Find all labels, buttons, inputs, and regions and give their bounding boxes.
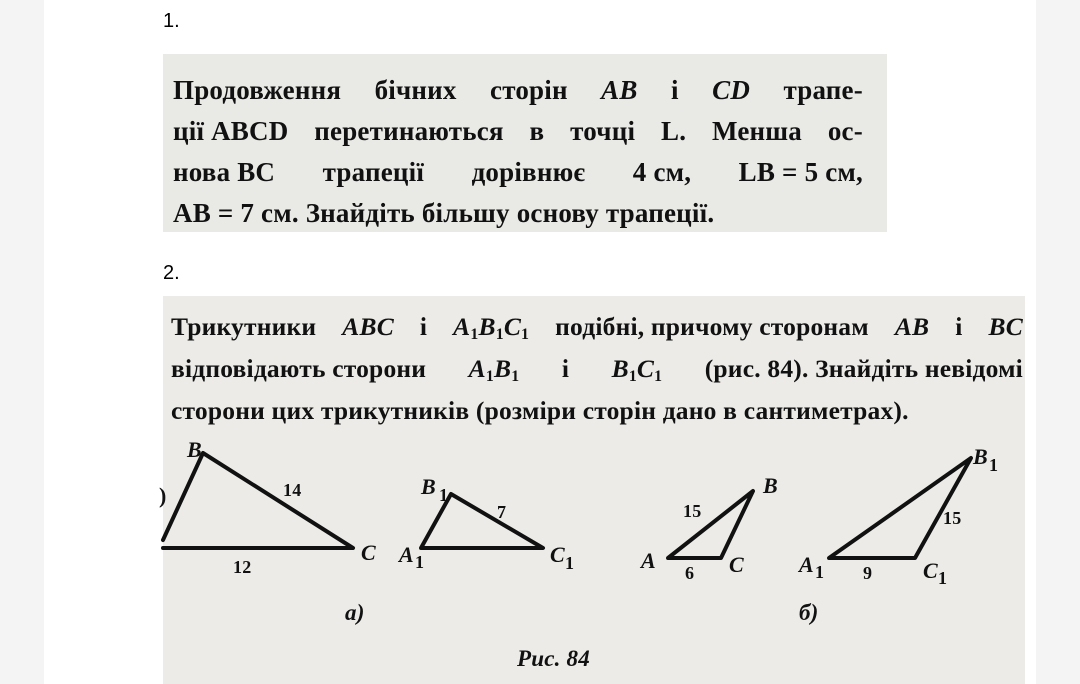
label-c: C (361, 540, 376, 565)
problem-2-line-1: Трикутники ABC і $A_1B_1C_1$ подібні, причому сторонам AB і BC (171, 312, 1023, 343)
label-b1-sub: 1 (439, 485, 449, 505)
label-b1: B (421, 474, 436, 499)
part-b-label: б) (799, 600, 819, 625)
part-a-label: а) (345, 600, 365, 625)
label-b-2: B (763, 473, 778, 498)
problem-1-line-3: нова BC трапеції дорівнює 4 см, LB = 5 см, (173, 157, 863, 187)
problem-1-line-1: Продовження бічних сторін AB і CD трапе- (173, 75, 863, 105)
figure-84 (159, 296, 1025, 684)
length-15-a: 15 (683, 501, 702, 521)
problem-1-number: 1. (163, 10, 180, 32)
label-c-2: C (729, 552, 744, 577)
label-a1-2-sub: 1 (815, 562, 825, 582)
problem-1-line-2: ції ABCD перетинаються в точці L. Менша ос- (173, 116, 863, 146)
label-a-2: A (641, 548, 656, 573)
problem-1-line-4: AB = 7 см. Знайдіть більшу основу трапеції. (173, 198, 715, 228)
label-b: B (187, 437, 202, 462)
problem-2-scan (159, 296, 1025, 684)
label-b1-2-sub: 1 (989, 455, 999, 475)
length-9: 9 (863, 563, 873, 583)
figure-labels (159, 437, 998, 671)
label-c1: C (550, 542, 565, 567)
label-c1-2-sub: 1 (938, 568, 948, 588)
label-a1: A (399, 542, 414, 567)
label-cut: ) (159, 483, 167, 508)
problem-2-number: 2. (163, 262, 180, 284)
problem-2-line-3: сторони цих трикутників (розміри сторін дано в сантиметрах). (171, 396, 909, 425)
problem-1-scan (163, 54, 887, 232)
figure-caption: Рис. 84 (517, 646, 590, 671)
length-7: 7 (497, 502, 507, 522)
length-12: 12 (233, 557, 252, 577)
label-b1-2: B (973, 444, 988, 469)
triangle-abc (163, 453, 353, 548)
label-a1-sub: 1 (415, 552, 425, 572)
problem-2-line-2: відповідають сторони $A_1B_1$ і $B_1C_1$ (рис. 84). Знайдіть невідомі (171, 354, 1023, 385)
length-6: 6 (685, 563, 695, 583)
label-c1-2: C (923, 558, 938, 583)
length-15-b: 15 (943, 508, 962, 528)
label-c1-sub: 1 (565, 553, 575, 573)
triangle-abc-b (668, 491, 753, 558)
length-14: 14 (283, 480, 302, 500)
label-a1-2: A (799, 552, 814, 577)
